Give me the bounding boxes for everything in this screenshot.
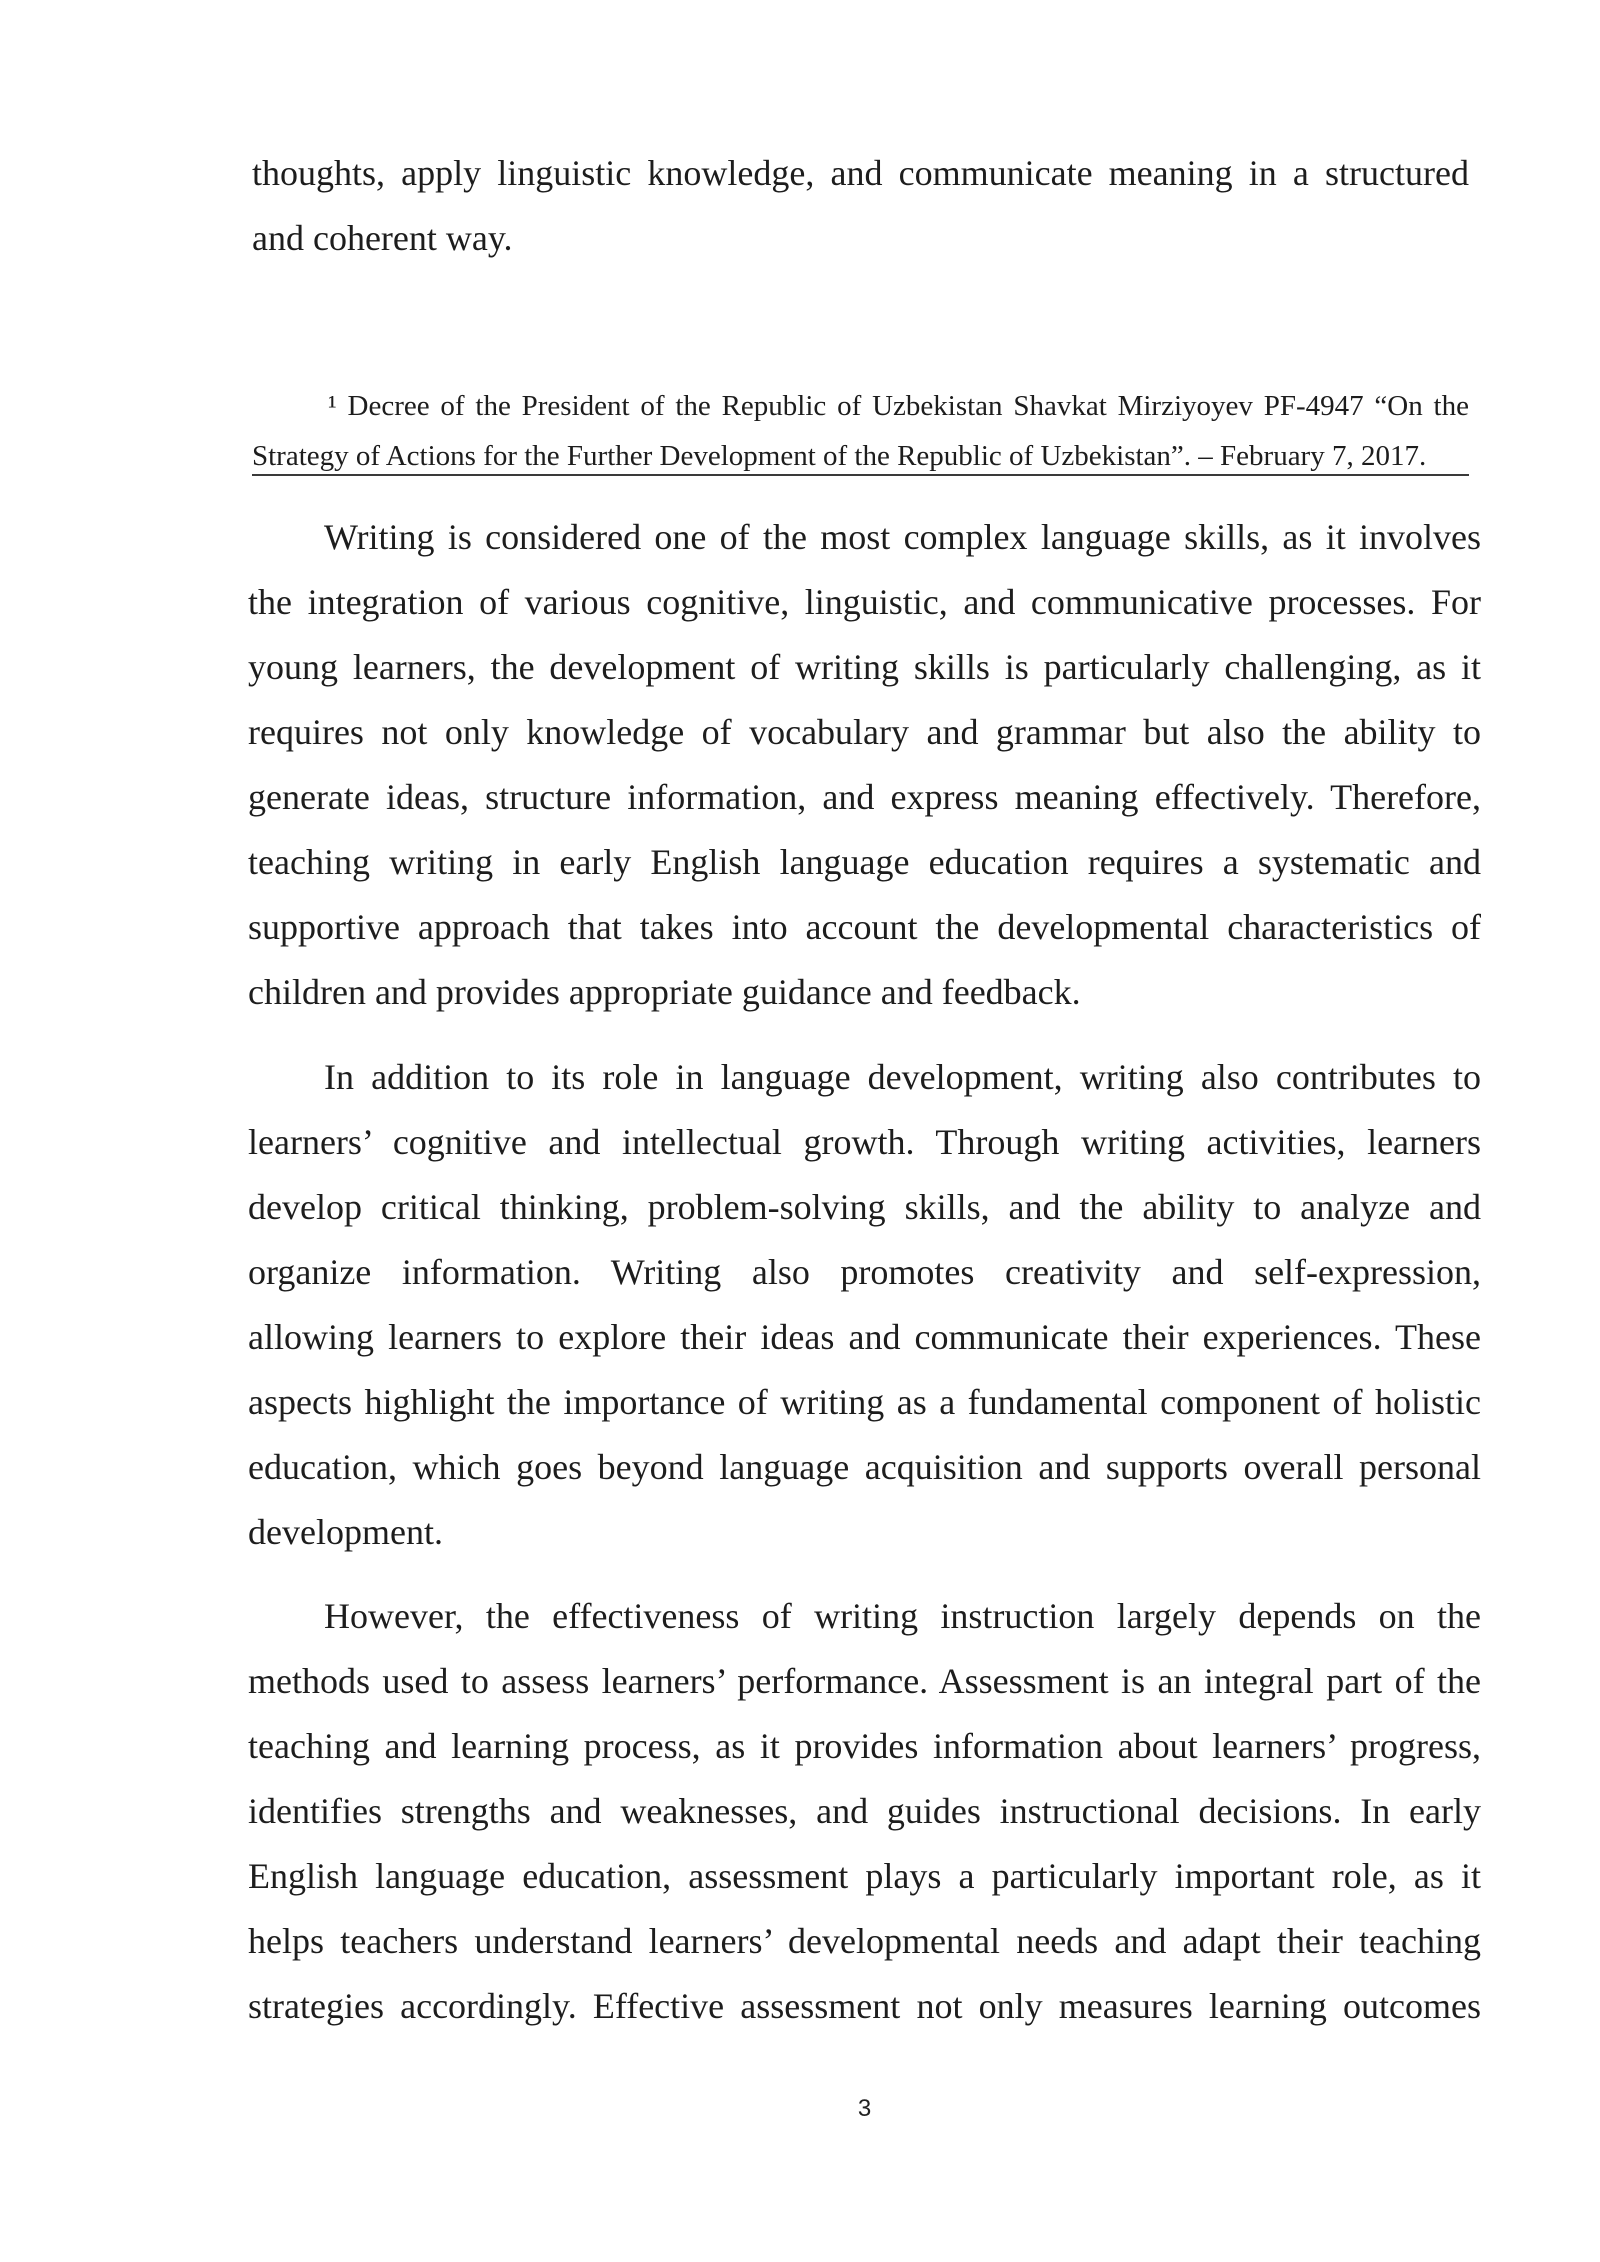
paragraph-line: teaching and learning process, as it provides information about learners’ progress, bbox=[248, 1726, 1481, 1766]
footnote bbox=[252, 381, 1469, 481]
paragraph-line: requires not only knowledge of vocabulary and grammar but also the ability to bbox=[248, 712, 1481, 752]
paragraph-line: generate ideas, structure information, and express meaning effectively. Therefore, bbox=[248, 777, 1481, 817]
body-paragraph bbox=[248, 505, 1481, 1025]
paragraph-line: young learners, the development of writing skills is particularly challenging, as it bbox=[248, 647, 1481, 687]
body-paragraph bbox=[248, 1045, 1481, 1565]
paragraph-line: methods used to assess learners’ performance. Assessment is an integral part of the bbox=[248, 1661, 1481, 1701]
paragraph-line: learners’ cognitive and intellectual growth. Through writing activities, learners bbox=[248, 1122, 1481, 1162]
paragraph-line: and coherent way. bbox=[252, 218, 513, 258]
paragraph-line: strategies accordingly. Effective assessment not only measures learning outcomes bbox=[248, 1986, 1481, 2026]
paragraph-line: English language education, assessment plays a particularly important role, as it bbox=[248, 1856, 1481, 1896]
paragraph-line: education, which goes beyond language acquisition and supports overall personal bbox=[248, 1447, 1481, 1487]
paragraph-line: supportive approach that takes into account the developmental characteristics of bbox=[248, 907, 1481, 947]
body-paragraph bbox=[248, 1584, 1481, 2039]
paragraph-line: thoughts, apply linguistic knowledge, and communicate meaning in a structured bbox=[252, 153, 1469, 193]
paragraph-line: development. bbox=[248, 1512, 443, 1552]
paragraph-line: develop critical thinking, problem-solving skills, and the ability to analyze and bbox=[248, 1187, 1481, 1227]
footnote-line: ¹ Decree of the President of the Republic of Uzbekistan Shavkat Mirziyoyev PF-4947 “On the bbox=[328, 390, 1469, 422]
paragraph-line: allowing learners to explore their ideas and communicate their experiences. These bbox=[248, 1317, 1481, 1357]
paragraph-line: identifies strengths and weaknesses, and guides instructional decisions. In early bbox=[248, 1791, 1481, 1831]
continuation-paragraph bbox=[252, 141, 1469, 271]
paragraph-line: In addition to its role in language development, writing also contributes to bbox=[324, 1057, 1481, 1097]
footnote-line: Strategy of Actions for the Further Development of the Republic of Uzbekistan”. – February 7, 2017. bbox=[252, 440, 1427, 472]
paragraph-line: the integration of various cognitive, linguistic, and communicative processes. For bbox=[248, 582, 1481, 622]
paragraph-line: However, the effectiveness of writing instruction largely depends on the bbox=[324, 1596, 1481, 1636]
paragraph-line: teaching writing in early English language education requires a systematic and bbox=[248, 842, 1481, 882]
paragraph-line: aspects highlight the importance of writing as a fundamental component of holistic bbox=[248, 1382, 1481, 1422]
paragraph-line: helps teachers understand learners’ developmental needs and adapt their teaching bbox=[248, 1921, 1481, 1961]
footnote-rule bbox=[252, 474, 1469, 476]
paragraph-line: organize information. Writing also promotes creativity and self-expression, bbox=[248, 1252, 1481, 1292]
paragraph-line: children and provides appropriate guidance and feedback. bbox=[248, 972, 1081, 1012]
paragraph-line: Writing is considered one of the most complex language skills, as it involves bbox=[324, 517, 1481, 557]
page-number: 3 bbox=[857, 2095, 872, 2122]
